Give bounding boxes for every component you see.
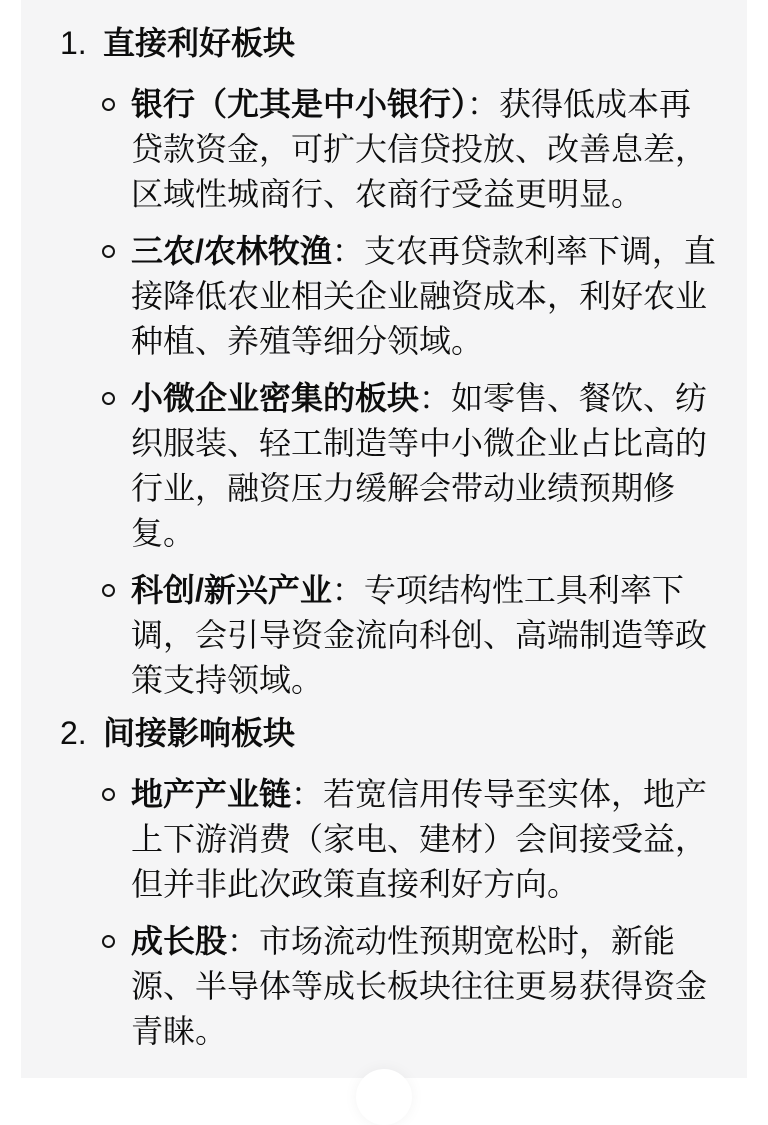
bullet-term: 银行（尤其是中小银行） (131, 86, 468, 122)
assistant-message-panel (21, 0, 747, 1078)
bullet-description: 支农再贷款利率下调，直接降低农业相关企业融资成本，利好农业种植、养殖等细分领域。 (131, 233, 716, 359)
list-item-1-number: 1. (60, 25, 87, 61)
bullet-term: 科创/新兴产业 (131, 572, 332, 608)
bullet-small-business-text (131, 376, 721, 556)
list-item-2 (21, 711, 747, 1054)
bullet-separator: ： (291, 776, 324, 812)
bullet-term: 成长股 (131, 923, 228, 959)
bullet-separator: ： (227, 923, 260, 959)
bullet-separator: ： (331, 233, 364, 269)
circle-bullet-icon (102, 788, 115, 801)
bullet-growth-stocks (21, 919, 747, 1054)
bullet-description: 获得低成本再贷款资金，可扩大信贷投放、改善息差，区域性城商行、农商行受益更明显。 (131, 86, 708, 212)
circle-bullet-icon (102, 245, 115, 258)
list-item-1-heading-row (21, 21, 747, 66)
bullet-banks (21, 82, 747, 217)
bullet-agriculture (21, 229, 747, 364)
bullet-tech-innovation-text (131, 568, 721, 703)
bullet-growth-stocks-text (131, 919, 721, 1054)
scroll-to-bottom-button[interactable] (356, 1069, 412, 1125)
bullet-real-estate-text (131, 772, 721, 907)
bullet-agriculture-text (131, 229, 721, 364)
circle-bullet-icon (102, 584, 115, 597)
list-item-2-bullets (21, 772, 747, 1054)
bullet-description: 若宽信用传导至实体，地产上下游消费（家电、建材）会间接受益，但并非此次政策直接利好方向。 (131, 776, 708, 902)
bullet-description: 专项结构性工具利率下调，会引导资金流向科创、高端制造等政策支持领域。 (131, 572, 708, 698)
bullet-tech-innovation (21, 568, 747, 703)
list-item-1 (21, 21, 747, 703)
bullet-banks-text (131, 82, 721, 217)
bullet-small-business (21, 376, 747, 556)
bullet-separator: ： (419, 380, 452, 416)
list-item-2-heading-row (21, 711, 747, 756)
bullet-description: 如零售、餐饮、纺织服装、轻工制造等中小微企业占比高的行业，融资压力缓解会带动业绩预期修复。 (131, 380, 708, 551)
message-content (21, 0, 747, 1054)
bullet-description: 市场流动性预期宽松时，新能源、半导体等成长板块往往更易获得资金青睐。 (131, 923, 708, 1049)
bullet-term: 地产产业链 (131, 776, 292, 812)
list-item-1-bullets (21, 82, 747, 703)
bullet-separator: ： (331, 572, 364, 608)
list-item-2-heading: 间接影响板块 (103, 715, 296, 751)
bullet-separator: ： (467, 86, 500, 122)
circle-bullet-icon (102, 935, 115, 948)
bullet-term: 三农/农林牧渔 (131, 233, 332, 269)
list-item-2-number: 2. (60, 715, 87, 751)
bullet-real-estate (21, 772, 747, 907)
circle-bullet-icon (102, 392, 115, 405)
circle-bullet-icon (102, 98, 115, 111)
list-item-1-heading: 直接利好板块 (103, 25, 296, 61)
bullet-term: 小微企业密集的板块 (131, 380, 420, 416)
